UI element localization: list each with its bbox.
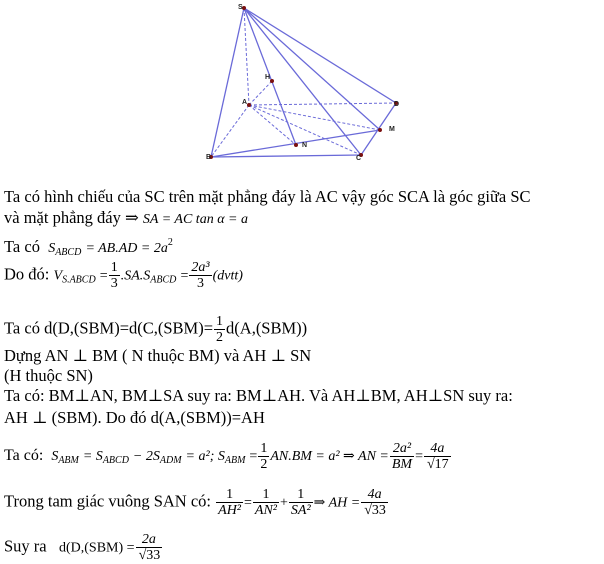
edge-SA [244, 8, 249, 105]
point-A [247, 103, 251, 107]
label-A: A [242, 99, 248, 106]
label-D: D [394, 101, 400, 108]
point-H [270, 79, 274, 83]
line-3: Ta có $S_{ABCD} = AB.AD = 2a^2$ [4, 237, 173, 258]
line-8: Ta có: BM⊥AN, BM⊥SA suy ra: BM⊥AH. Và AH⊥BM, AH⊥SN suy ra: [4, 386, 513, 405]
line-11: Trong tam giác vuông SAN có: $\frac{1}{\text{AH²}}$ = $\frac{1}{\text{AN²}}$ + $\frac{1}{\text{SA²}}$ ⇒ AH = $\frac{4a}{√33}$ [4, 487, 386, 518]
line-10: Ta có: $S_{ABM} = S_{ABCD} - 2S_{ADM} = a^2$; $S_{ABM}$ = $\frac{1}{2}$ AN.BM = a² ⇒ AN = $\frac{\text{2a²}}{BM}$ = $\frac{4a}{√17}$ [4, 441, 449, 472]
label-N: N [302, 142, 308, 149]
edge-AH [249, 81, 272, 105]
edge-SD [244, 8, 396, 103]
line-5: Ta có d(D,(SBM)=d(C,(SBM)= $\frac{1}{2}$ d(A,(SBM)) [4, 314, 308, 345]
line-12: Suy ra d(D,(SBM) = $\frac{2a}{√33}$ [4, 532, 161, 563]
line-9: AH ⊥ (SBM). Do đó d(A,(SBM))=AH [4, 408, 265, 427]
edge-SC [244, 8, 361, 155]
label-S: S [238, 4, 243, 11]
label-B: B [206, 154, 212, 161]
line-1: Ta có hình chiếu của SC trên mặt phẳng đáy là AC vậy góc SCA là góc giữa SC [4, 187, 531, 206]
point-M [378, 128, 382, 132]
label-M: M [389, 126, 395, 133]
line-4: Do đó: $V_{S.ABCD}$ = $\frac{1}{3}$ $.SA.S_{ABCD}$ = $\frac{\text{2a³}}{3}$ (dvtt) [4, 260, 243, 291]
line-7: (H thuộc SN) [4, 366, 93, 385]
label-C: C [356, 155, 362, 162]
pyramid-figure [0, 0, 604, 175]
line-6: Dựng AN ⊥ BM ( N thuộc BM) và AH ⊥ SN [4, 346, 312, 365]
edge-AM [249, 105, 380, 130]
edge-BC [211, 155, 361, 157]
label-H: H [265, 74, 271, 81]
edge-AD [249, 103, 396, 105]
point-N [294, 143, 298, 147]
line-2: và mặt phẳng đáy ⇒ SA = AC tan α = a [4, 208, 248, 227]
